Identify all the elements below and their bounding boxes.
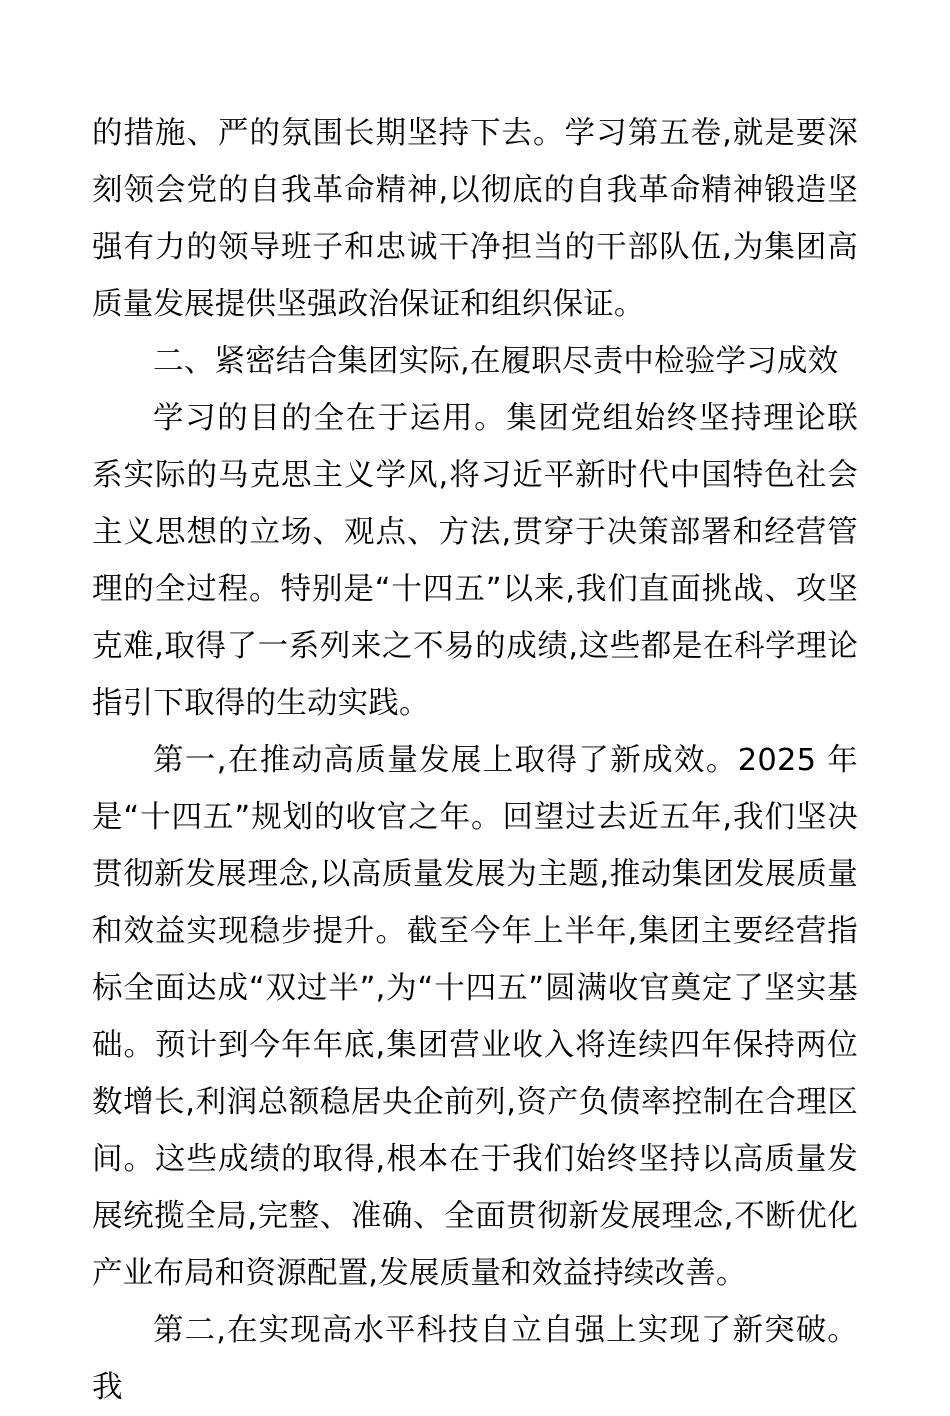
paragraph-continuation: 的措施、严的氛围长期坚持下去。学习第五卷,就是要深刻领会党的自我革命精神,以彻底的自我革命精神锻造坚强有力的领导班子和忠诚干净担当的干部队伍,为集团高质量发展提供坚强政治保证和组织保证。 — [92, 116, 858, 322]
section-heading-two: 二、紧密结合集团实际,在履职尽责中检验学习成效 — [153, 344, 839, 379]
paragraph-point-one: 第一,在推动高质量发展上取得了新成效。2025 年是“十四五”规划的收官之年。回望过去近五年,我们坚决贯彻新发展理念,以高质量发展为主题,推动集团发展质量和效益实现稳步提升。截至今年上半年,集团主要经营指标全面达成“双过半”,为“十四五”圆满收官奠定了坚实基础。预计到今年年底,集团营业收入将连续四年保持两位数增长,利润总额稳居央企前列,资产负债率控制在合理区间。这些成绩的取得,根本在于我们始终坚持以高质量发展统揽全局,完整、准确、全面贯彻新发展理念,不断优化产业布局和资源配置,发展质量和效益持续改善。 — [92, 743, 858, 1291]
paragraph-point-two: 第二,在实现高水平科技自立自强上实现了新突破。我 — [92, 1313, 858, 1405]
paragraph-learning-purpose: 学习的目的全在于运用。集团党组始终坚持理论联系实际的马克思主义学风,将习近平新时代中国特色社会主义思想的立场、观点、方法,贯穿于决策部署和经营管理的全过程。特别是“十四五”以来,我们直面挑战、攻坚克难,取得了一系列来之不易的成绩,这些都是在科学理论指引下取得的生动实践。 — [92, 401, 858, 721]
document-body — [92, 105, 858, 1416]
